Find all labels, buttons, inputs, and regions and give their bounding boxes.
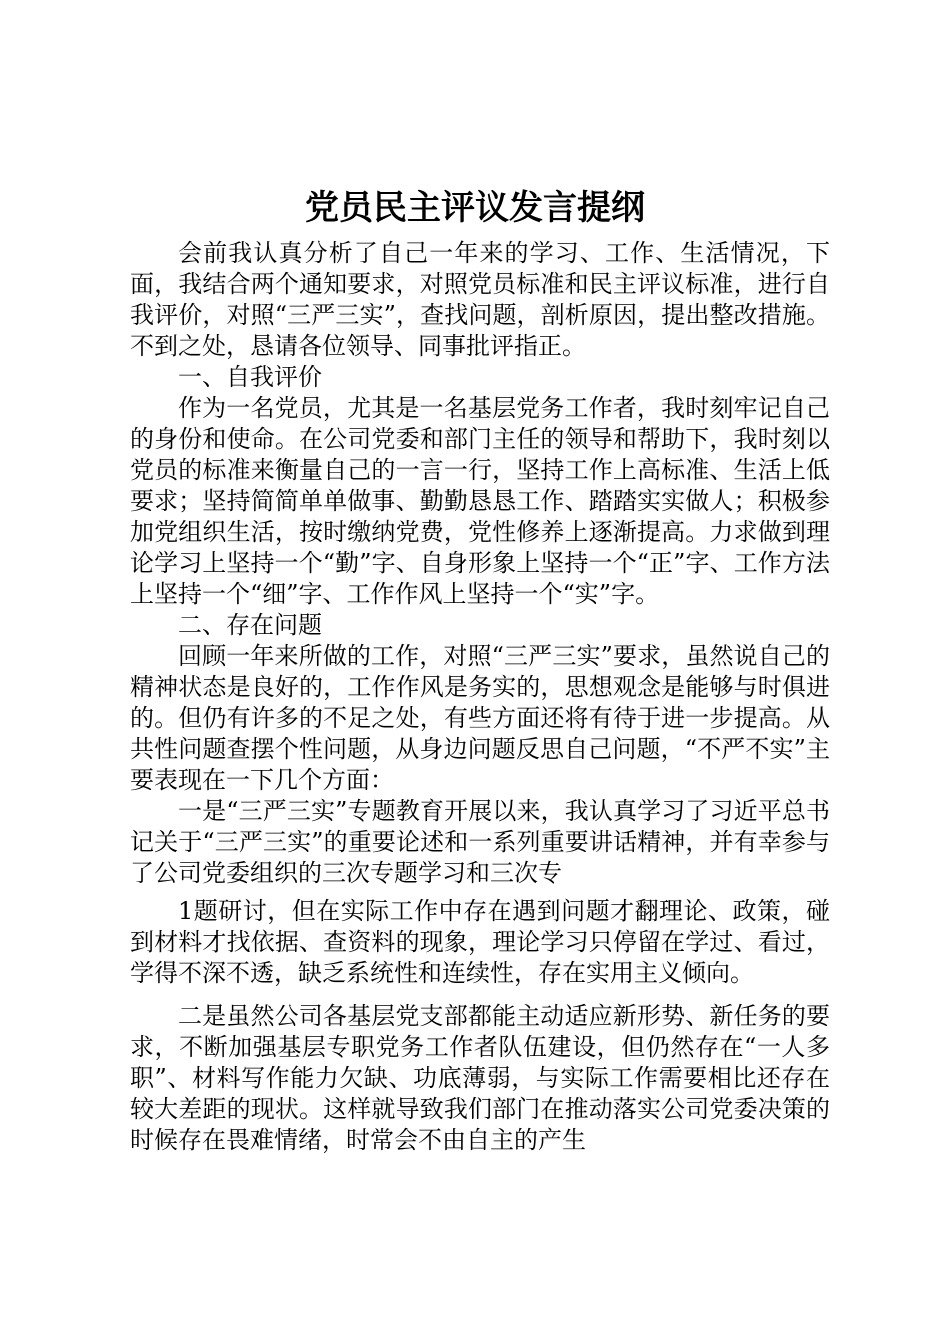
paragraph-problem-one: 一是“三严三实”专题教育开展以来，我认真学习了习近平总书记关于“三严三实”的重要论述和一系列重要讲话精神，并有幸参与了公司党委组织的三次专题学习和三次专 [130,797,830,887]
document-title: 党员民主评议发言提纲 [305,188,645,228]
section-heading-problems: 二、存在问题 [178,611,322,639]
paragraph-intro: 会前我认真分析了自己一年来的学习、工作、生活情况，下面，我结合两个通知要求，对照党员标准和民主评议标准，进行自我评价，对照“三严三实”，查找问题，剖析原因，提出整改措施。不到之处，恳请各位领导、同事批评指正。 [130,239,830,360]
document-body [130,238,830,1156]
paragraph-problem-two: 二是虽然公司各基层党支部都能主动适应新形势、新任务的要求，不断加强基层专职党务工作者队伍建设，但仍然存在“一人多职”、材料写作能力欠缺、功底薄弱，与实际工作需要相比还存在较大差距的现状。这样就导致我们部门在推动落实公司党委决策的时候存在畏难情绪，时常会不由自主的产生 [130,1002,830,1154]
paragraph-problems-overview: 回顾一年来所做的工作，对照“三严三实”要求，虽然说自己的精神状态是良好的，工作作风是务实的，思想观念是能够与时俱进的。但仍有许多的不足之处，有些方面还将有待于进一步提高。从共性问题查摆个性问题，从身边问题反思自己问题，“不严不实”主要表现在一下几个方面： [130,642,830,794]
section-heading-self-evaluation: 一、自我评价 [178,363,322,391]
paragraph-self-evaluation: 作为一名党员，尤其是一名基层党务工作者，我时刻牢记自己的身份和使命。在公司党委和部门主任的领导和帮助下，我时刻以党员的标准来衡量自己的一言一行，坚持工作上高标准、生活上低要求；坚持简简单单做事、勤勤恳恳工作、踏踏实实做人；积极参加党组织生活，按时缴纳党费，党性修养上逐渐提高。力求做到理论学习上坚持一个“勤”字、自身形象上坚持一个“正”字、工作方法上坚持一个“细”字、工作作风上坚持一个“实”字。 [130,394,830,608]
paragraph-problem-one-continued: 1题研讨，但在实际工作中存在遇到问题才翻理论、政策，碰到材料才找依据、查资料的现象，理论学习只停留在学过、看过，学得不深不透，缺乏系统性和连续性，存在实用主义倾向。 [130,897,830,987]
